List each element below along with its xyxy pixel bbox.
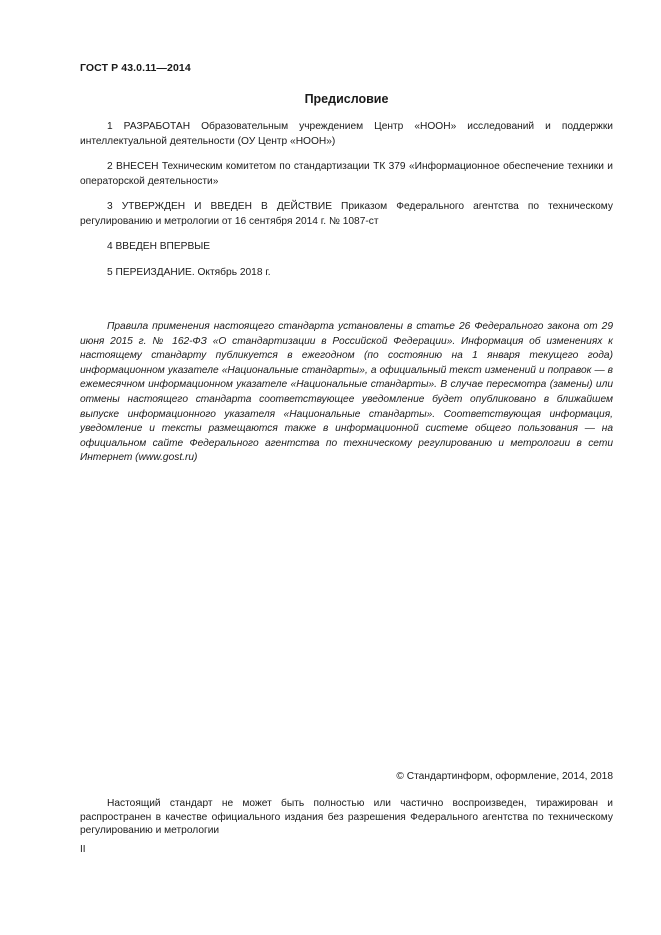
foreword-item-approved: 3 УТВЕРЖДЕН И ВВЕДЕН В ДЕЙСТВИЕ Приказом Федерального агентства по техническому регулированию и метрологии от 16 сентября 2014 г. № 1087-ст xyxy=(80,201,613,227)
foreword-items xyxy=(80,120,613,280)
copyright-line: © Стандартинформ, оформление, 2014, 2018 xyxy=(396,771,613,782)
foreword-item-first-introduced: 4 ВВЕДЕН ВПЕРВЫЕ xyxy=(107,241,211,252)
page-title: Предисловие xyxy=(304,92,389,106)
application-rules-notice: Правила применения настоящего стандарта установлены в статье 26 Федерального закона от 29 июня 2015 г. № 162-ФЗ «О стандартизации в Российской Федерации». Информация об изменениях к настоящему стандарту публикуется в ежегодном (по состоянию на 1 января текущего года) информационном указателе «Национальные стандарты», а официальный текст изменений и поправок — в ежемесячном информационном указателе «Национальные стандарты». В случае пересмотра (замены) или отмены настоящего стандарта соответствующее уведомление будет опубликовано в ближайшем выпуске информационного указателя «Национальные стандарты». Соответствующая информация, уведомление и тексты размещаются также в информационной системе общего пользования — на официальном сайте Федерального агентства по техническому регулированию и метрологии в сети Интернет (www.gost.ru) xyxy=(80,321,613,464)
reproduction-notice: Настоящий стандарт не может быть полностью или частично воспроизведен, тиражирован и распространен в качестве официального издания без разрешения Федерального агентства по техническому регулированию и метрологии xyxy=(80,798,613,837)
foreword-item-reissue: 5 ПЕРЕИЗДАНИЕ. Октябрь 2018 г. xyxy=(107,266,271,278)
page-number: II xyxy=(80,844,86,855)
foreword-item-introduced: 2 ВНЕСЕН Техническим комитетом по стандартизации ТК 379 «Информационное обеспечение техники и операторской деятельности» xyxy=(80,161,613,187)
foreword-item-developed: 1 РАЗРАБОТАН Образовательным учреждением Центр «НООН» исследований и поддержки интеллектуальной деятельности (ОУ Центр «НООН») xyxy=(80,121,613,147)
document-code: ГОСТ Р 43.0.11—2014 xyxy=(80,62,191,74)
